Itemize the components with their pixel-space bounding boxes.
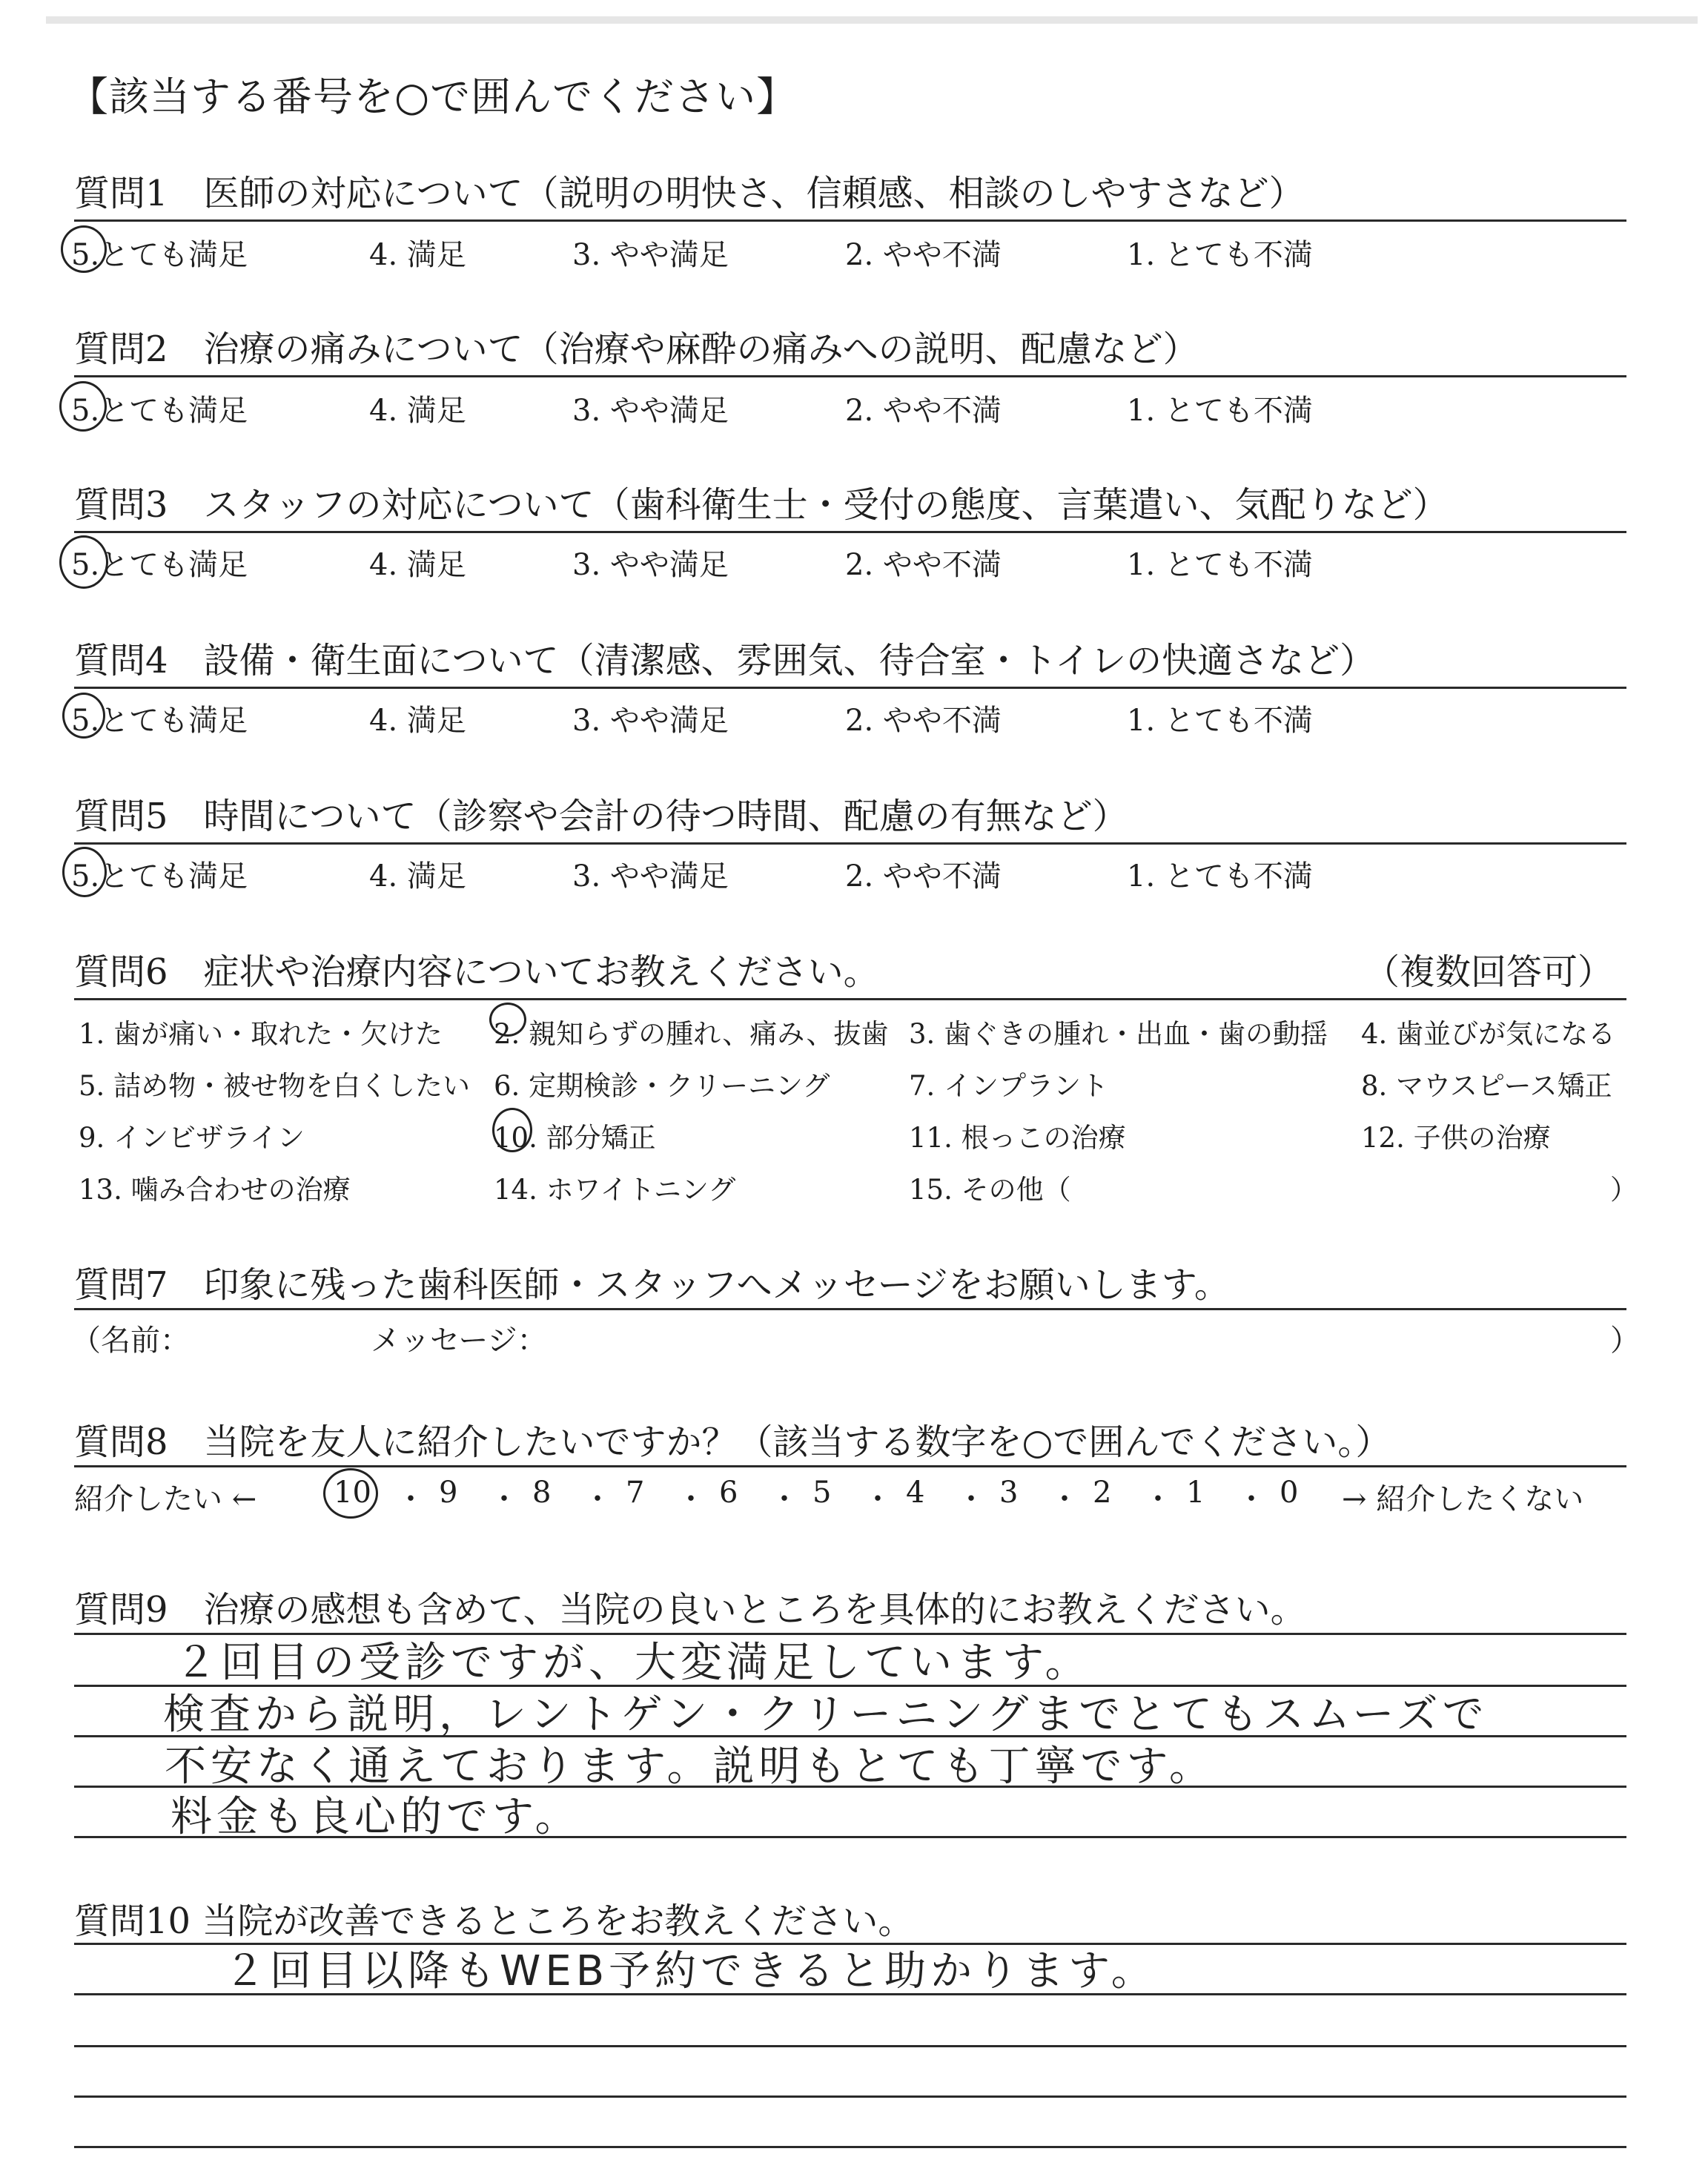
q1-title: 質問1 医師の対応について（説明の明快さ、信頼感、相談のしやすさなど） xyxy=(74,173,1305,214)
q9-answer-text: ２回目の受診ですが、大変満足しています。 xyxy=(175,1639,1091,1687)
q6-option-11[interactable]: 11. 根っこの治療 xyxy=(909,1122,1126,1154)
q6-option-15[interactable]: 15. その他（ xyxy=(909,1174,1071,1206)
q6-option-13[interactable]: 13. 噛み合わせの治療 xyxy=(79,1174,351,1206)
q8-scale-7[interactable]: 7 xyxy=(626,1476,645,1510)
q9-title: 質問9 治療の感想も含めて、当院の良いところを具体的にお教えください。 xyxy=(74,1589,1306,1631)
q9-answer-text: 検査から説明，レントゲン・クリーニングまでとてもスムーズで xyxy=(163,1691,1489,1739)
q2-option-1[interactable]: 1. とても不満 xyxy=(1127,394,1313,428)
q5-selection-circle xyxy=(62,847,107,897)
q6-option-10[interactable]: 10. 部分矯正 xyxy=(494,1122,656,1154)
q6-option-5[interactable]: 5. 詰め物・被せ物を白くしたい xyxy=(79,1070,471,1102)
q10-answer-line xyxy=(74,2095,1626,2098)
q6-option-3[interactable]: 3. 歯ぐきの腫れ・出血・歯の動揺 xyxy=(909,1018,1328,1050)
q7-close-paren: ） xyxy=(1610,1324,1640,1358)
q8-separator: ・ xyxy=(1237,1482,1266,1516)
q4-title: 質問4 設備・衛生面について（清潔感、雰囲気、待合室・トイレの快適さなど） xyxy=(74,640,1376,681)
q1-option-4[interactable]: 4. 満足 xyxy=(369,238,466,272)
q3-rule xyxy=(74,531,1626,533)
q6-note: （複数回答可） xyxy=(1364,951,1614,993)
q9-answer-text: 不安なく通えております。説明もとても丁寧です。 xyxy=(165,1743,1216,1791)
q2-title: 質問2 治療の痛みについて（治療や麻酔の痛みへの説明、配慮など） xyxy=(74,328,1199,370)
q4-option-1[interactable]: 1. とても不満 xyxy=(1127,704,1313,738)
q6-other-close-paren: ） xyxy=(1610,1174,1638,1206)
q5-option-1[interactable]: 1. とても不満 xyxy=(1127,859,1313,894)
q8-scale-6[interactable]: 6 xyxy=(719,1476,738,1510)
q6-option-7[interactable]: 7. インプラント xyxy=(909,1070,1109,1102)
q8-left-label: 紹介したい ← xyxy=(74,1482,257,1516)
q6-option-6[interactable]: 6. 定期検診・クリーニング xyxy=(494,1070,830,1102)
page-header: 【該当する番号を○で囲んでください】 xyxy=(68,73,798,120)
q8-scale-2[interactable]: 2 xyxy=(1093,1476,1112,1510)
q9-answer-text: 料金も良心的です。 xyxy=(171,1793,581,1841)
q1-option-2[interactable]: 2. やや不満 xyxy=(845,238,1002,272)
q8-scale-1[interactable]: 1 xyxy=(1186,1476,1205,1510)
q4-option-2[interactable]: 2. やや不満 xyxy=(845,704,1002,738)
q5-option-4[interactable]: 4. 満足 xyxy=(369,859,466,894)
q6-selection-circle-2 xyxy=(489,1003,526,1037)
q8-scale-3[interactable]: 3 xyxy=(999,1476,1019,1510)
q4-option-4[interactable]: 4. 満足 xyxy=(369,704,466,738)
q3-option-2[interactable]: 2. やや不満 xyxy=(845,548,1002,582)
q2-option-3[interactable]: 3. やや満足 xyxy=(572,394,729,428)
q8-separator: ・ xyxy=(1143,1482,1173,1516)
q2-option-5[interactable]: 5.とても満足 xyxy=(71,394,248,428)
q6-rule xyxy=(74,998,1626,1000)
q6-option-4[interactable]: 4. 歯並びが気になる xyxy=(1361,1018,1616,1050)
q8-right-label: → 紹介したくない xyxy=(1342,1482,1584,1516)
q8-scale-9[interactable]: 9 xyxy=(439,1476,458,1510)
q6-option-1[interactable]: 1. 歯が痛い・取れた・欠けた xyxy=(79,1018,443,1050)
q6-option-2[interactable]: 2. 親知らずの腫れ、痛み、抜歯 xyxy=(494,1018,889,1050)
q6-option-8[interactable]: 8. マウスピース矯正 xyxy=(1361,1070,1612,1102)
q6-option-12[interactable]: 12. 子供の治療 xyxy=(1361,1122,1551,1154)
q8-separator: ・ xyxy=(1050,1482,1079,1516)
q3-option-5[interactable]: 5.とても満足 xyxy=(71,548,248,582)
q2-option-4[interactable]: 4. 満足 xyxy=(369,394,466,428)
q3-title: 質問3 スタッフの対応について（歯科衛生士・受付の態度、言葉遣い、気配りなど） xyxy=(74,484,1449,526)
q3-selection-circle xyxy=(59,535,108,589)
q1-rule xyxy=(74,219,1626,222)
q1-option-3[interactable]: 3. やや満足 xyxy=(572,238,729,272)
q8-separator: ・ xyxy=(769,1482,799,1516)
q3-option-4[interactable]: 4. 満足 xyxy=(369,548,466,582)
q5-option-3[interactable]: 3. やや満足 xyxy=(572,859,729,894)
q6-selection-circle-10 xyxy=(492,1108,532,1152)
q10-title: 質問10 当院が改善できるところをお教えください。 xyxy=(74,1900,914,1942)
q8-scale-4[interactable]: 4 xyxy=(906,1476,925,1510)
q8-separator: ・ xyxy=(863,1482,893,1516)
q2-option-2[interactable]: 2. やや不満 xyxy=(845,394,1002,428)
scan-edge xyxy=(46,16,1698,24)
q1-option-1[interactable]: 1. とても不満 xyxy=(1127,238,1313,272)
q4-option-3[interactable]: 3. やや満足 xyxy=(572,704,729,738)
q8-separator: ・ xyxy=(956,1482,986,1516)
q8-scale-10[interactable]: 10 xyxy=(334,1476,371,1510)
q10-answer-text: ２回目以降もWEB予約できると助かります。 xyxy=(224,1947,1157,1995)
q7-rule xyxy=(74,1308,1626,1310)
q8-scale-8[interactable]: 8 xyxy=(532,1476,552,1510)
q7-name-label: （名前： xyxy=(71,1324,190,1358)
q8-scale-5[interactable]: 5 xyxy=(812,1476,832,1510)
q7-message-label: メッセージ： xyxy=(371,1324,547,1358)
q8-rule xyxy=(74,1465,1626,1467)
q1-selection-circle xyxy=(61,225,107,273)
q1-option-5[interactable]: 5.とても満足 xyxy=(71,238,248,272)
q6-title: 質問6 症状や治療内容についてお教えください。 xyxy=(74,951,879,993)
q8-separator: ・ xyxy=(676,1482,706,1516)
q3-option-1[interactable]: 1. とても不満 xyxy=(1127,548,1313,582)
q5-title: 質問5 時間について（診察や会計の待つ時間、配慮の有無など） xyxy=(74,796,1128,837)
q4-option-5[interactable]: 5.とても満足 xyxy=(71,704,248,738)
q5-rule xyxy=(74,842,1626,845)
q4-selection-circle xyxy=(62,693,105,739)
q8-separator: ・ xyxy=(396,1482,426,1516)
q3-option-3[interactable]: 3. やや満足 xyxy=(572,548,729,582)
q8-scale-0[interactable]: 0 xyxy=(1280,1476,1299,1510)
q5-option-2[interactable]: 2. やや不満 xyxy=(845,859,1002,894)
q2-rule xyxy=(74,375,1626,377)
q10-answer-line xyxy=(74,2045,1626,2047)
q6-option-14[interactable]: 14. ホワイトニング xyxy=(494,1174,736,1206)
q8-separator: ・ xyxy=(583,1482,612,1516)
q5-option-5[interactable]: 5.とても満足 xyxy=(71,859,248,894)
q4-rule xyxy=(74,687,1626,689)
q10-answer-line xyxy=(74,2146,1626,2148)
q6-option-9[interactable]: 9. インビザライン xyxy=(79,1122,305,1154)
q2-selection-circle xyxy=(59,381,107,432)
q8-title: 質問8 当院を友人に紹介したいですか？（該当する数字を○で囲んでください。） xyxy=(74,1421,1391,1463)
q8-selection-circle xyxy=(323,1468,378,1519)
q8-separator: ・ xyxy=(489,1482,519,1516)
q7-title: 質問7 印象に残った歯科医師・スタッフへメッセージをお願いします。 xyxy=(74,1264,1230,1306)
